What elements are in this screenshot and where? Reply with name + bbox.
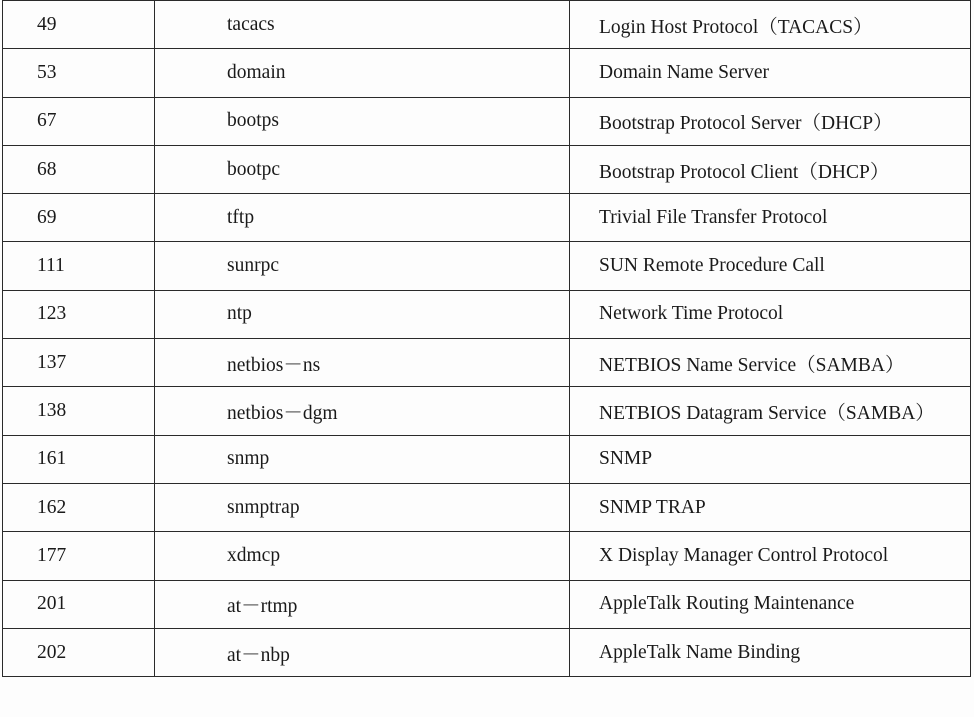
service-name-cell: at－rtmp [155,580,570,628]
port-number-cell: 49 [3,1,155,49]
service-description-cell: Domain Name Server [570,49,971,97]
table-row [3,339,971,387]
service-name-cell: tacacs [155,1,570,49]
service-name-cell: ntp [155,290,570,338]
service-description-cell: X Display Manager Control Protocol [570,532,971,580]
table-row [3,387,971,435]
service-name-cell: sunrpc [155,242,570,290]
table-row [3,1,971,49]
service-name-cell: bootps [155,97,570,145]
service-description-cell: Network Time Protocol [570,290,971,338]
service-description-cell: Login Host Protocol（TACACS） [570,1,971,49]
table-row [3,628,971,676]
service-name-cell: tftp [155,194,570,242]
port-table-body [3,1,971,677]
port-number-cell: 137 [3,339,155,387]
port-number-cell: 69 [3,194,155,242]
port-number-cell: 138 [3,387,155,435]
service-name-cell: snmp [155,435,570,483]
service-name-cell: domain [155,49,570,97]
port-number-cell: 162 [3,483,155,531]
port-number-cell: 177 [3,532,155,580]
service-description-cell: AppleTalk Routing Maintenance [570,580,971,628]
table-row [3,97,971,145]
table-row [3,194,971,242]
port-number-cell: 68 [3,145,155,193]
service-description-cell: AppleTalk Name Binding [570,628,971,676]
port-number-cell: 201 [3,580,155,628]
service-description-cell: NETBIOS Datagram Service（SAMBA） [570,387,971,435]
service-description-cell: SUN Remote Procedure Call [570,242,971,290]
service-description-cell: Bootstrap Protocol Client（DHCP） [570,145,971,193]
service-name-cell: at－nbp [155,628,570,676]
port-number-cell: 161 [3,435,155,483]
service-name-cell: netbios－ns [155,339,570,387]
table-row [3,532,971,580]
port-number-cell: 53 [3,49,155,97]
service-name-cell: netbios－dgm [155,387,570,435]
table-row [3,580,971,628]
port-number-cell: 123 [3,290,155,338]
table-row [3,49,971,97]
service-name-cell: bootpc [155,145,570,193]
port-number-cell: 67 [3,97,155,145]
service-description-cell: SNMP [570,435,971,483]
port-number-cell: 202 [3,628,155,676]
service-name-cell: snmptrap [155,483,570,531]
service-description-cell: SNMP TRAP [570,483,971,531]
service-name-cell: xdmcp [155,532,570,580]
table-row [3,145,971,193]
service-description-cell: NETBIOS Name Service（SAMBA） [570,339,971,387]
table-row [3,242,971,290]
table-row [3,435,971,483]
port-number-cell: 111 [3,242,155,290]
service-description-cell: Trivial File Transfer Protocol [570,194,971,242]
port-table [2,0,971,677]
table-row [3,290,971,338]
service-description-cell: Bootstrap Protocol Server（DHCP） [570,97,971,145]
table-row [3,483,971,531]
